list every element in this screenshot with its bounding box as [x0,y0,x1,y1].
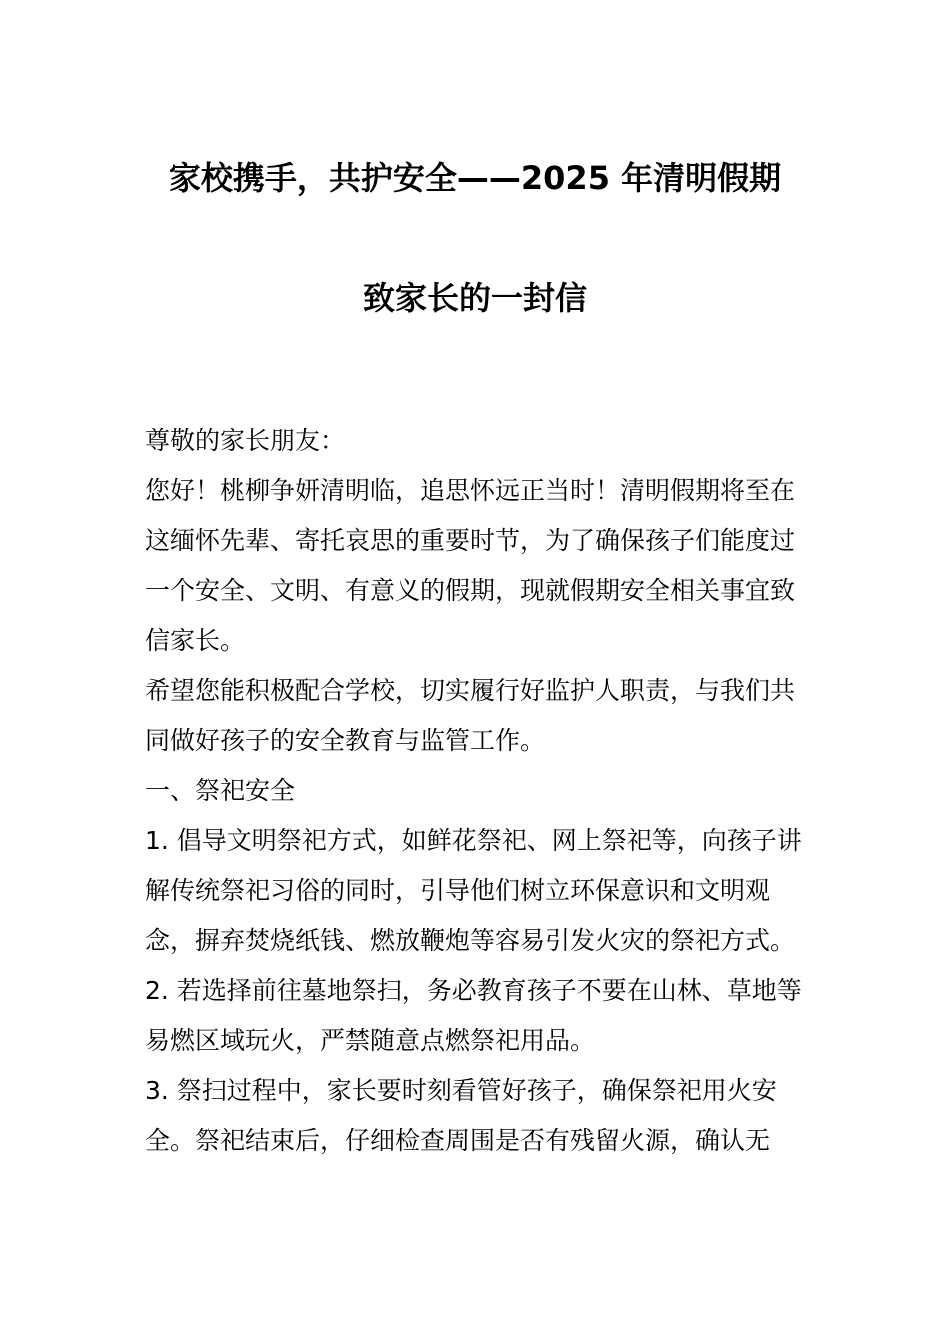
section-heading-sacrifice-safety: 一、祭祀安全 [145,776,296,805]
paragraph-request: 希望您能积极配合学校，切实履行好监护人职责，与我们共同做好孩子的安全教育与监管工作。 [145,676,796,755]
list-item-3: 3. 祭扫过程中，家长要时刻看管好孩子，确保祭祀用火安全。祭祀结束后，仔细检查周围是否有残留火源，确认无 [145,1076,777,1155]
salutation: 尊敬的家长朋友： [145,426,346,455]
document-title-line-1: 家校携手，共护安全——2025 年清明假期 [168,159,782,197]
paragraph-greeting: 您好！桃柳争妍清明临，追思怀远正当时！清明假期将至在这缅怀先辈、寄托哀思的重要时节，为了确保孩子们能度过一个安全、文明、有意义的假期，现就假期安全相关事宜致信家长。 [145,476,796,655]
document-title-line-2: 致家长的一封信 [362,279,587,317]
letter-body [145,416,810,1166]
list-item-1: 1. 倡导文明祭祀方式，如鲜花祭祀、网上祭祀等，向孩子讲解传统祭祀习俗的同时，引导他们树立环保意识和文明观念，摒弃焚烧纸钱、燃放鞭炮等容易引发火灾的祭祀方式。 [145,826,802,955]
list-item-2: 2. 若选择前往墓地祭扫，务必教育孩子不要在山林、草地等易燃区域玩火，严禁随意点燃祭祀用品。 [145,976,802,1055]
